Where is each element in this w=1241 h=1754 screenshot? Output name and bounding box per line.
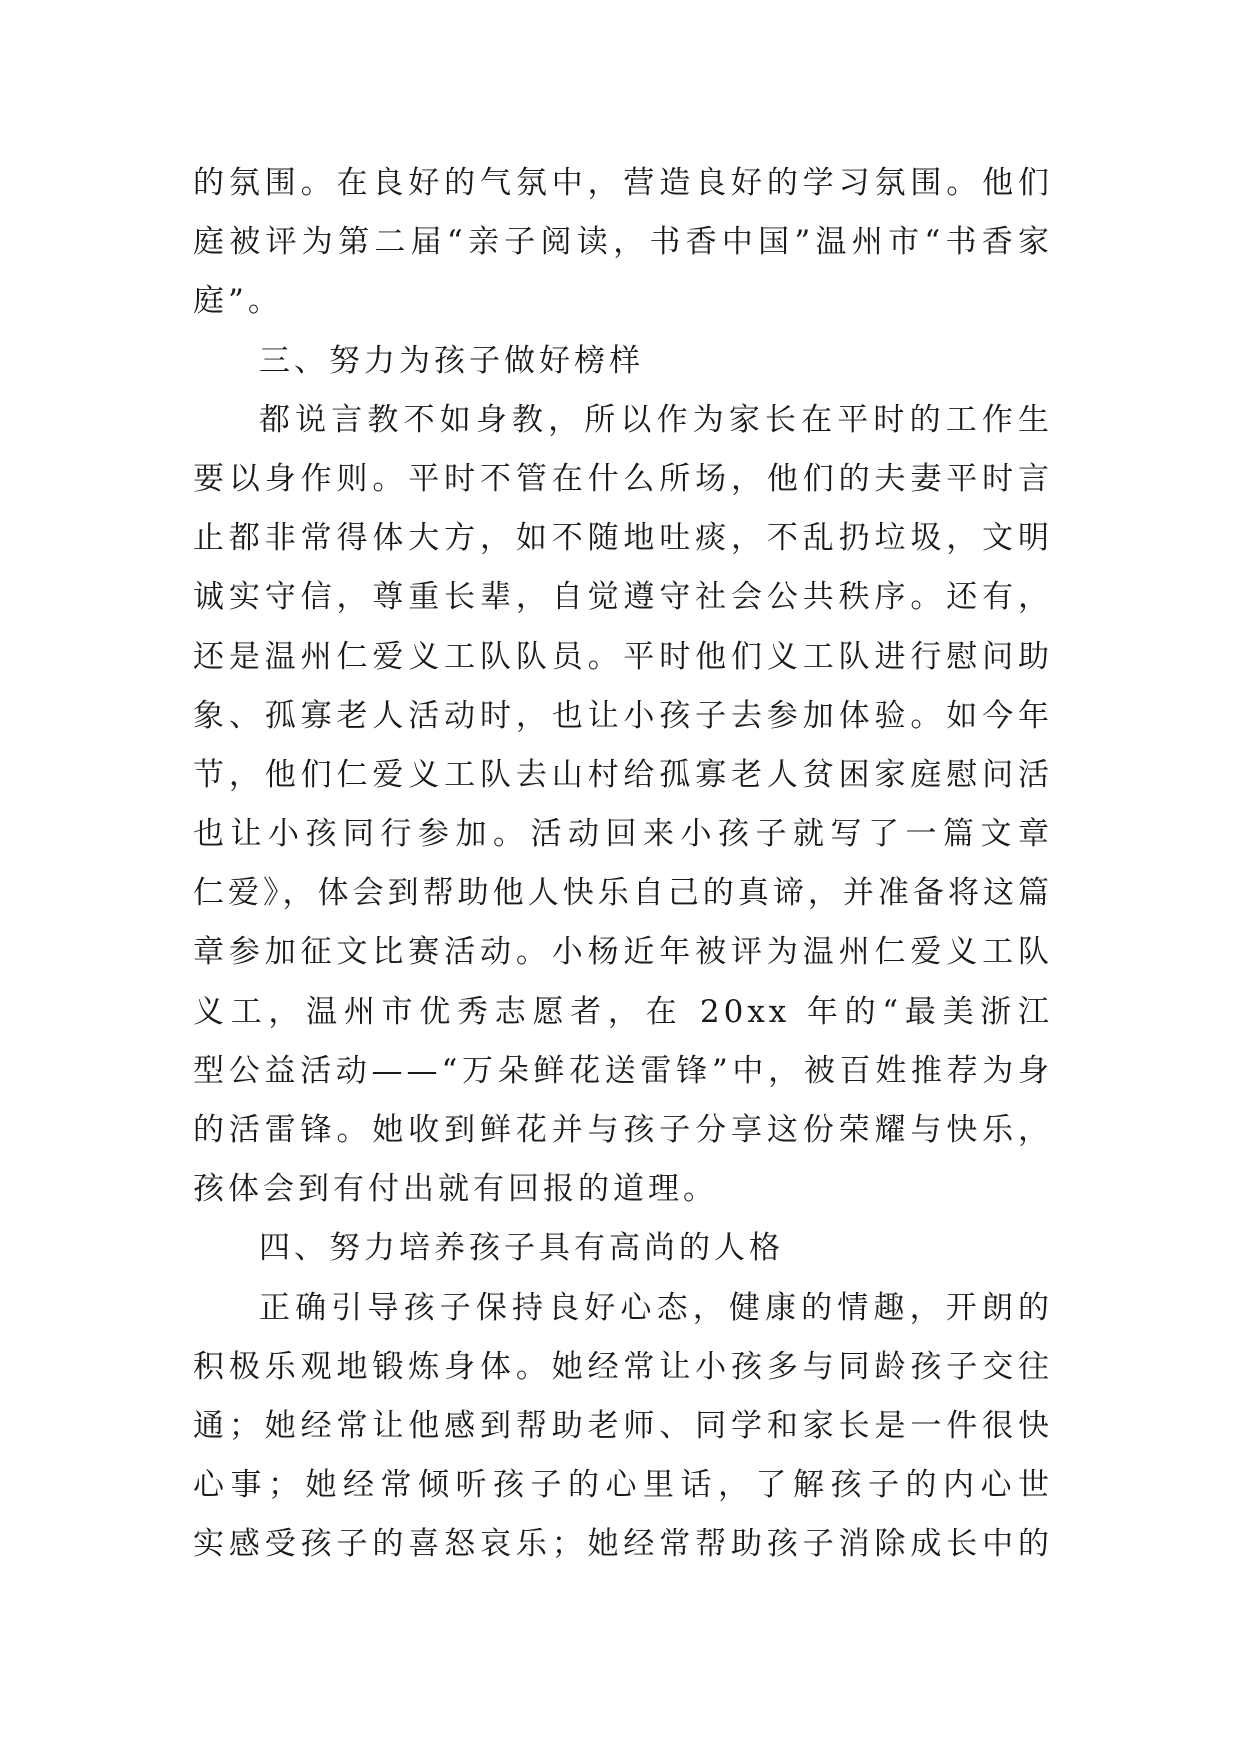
section-heading: 四、努力培养孩子具有高尚的人格 <box>259 1230 784 1267</box>
text-line: 的活雷锋。她收到鲜花并与孩子分享这份荣耀与快乐， <box>193 1112 1053 1148</box>
document-body-text <box>193 154 1053 1575</box>
text-line: 孩体会到有付出就有回报的道理。 <box>193 1171 718 1208</box>
text-line: 型公益活动——“万朵鲜花送雷锋”中，被百姓推荐为身 <box>193 1052 1053 1089</box>
text-line: 象、孤寡老人活动时，也让小孩子去参加体验。如今年 <box>193 697 1053 734</box>
text-line: 还是温州仁爱义工队队员。平时他们义工队进行慰问助 <box>193 638 1053 675</box>
text-line: 节，他们仁爱义工队去山村给孤寡老人贫困家庭慰问活 <box>193 756 1053 793</box>
text-line: 实感受孩子的喜怒哀乐；她经常帮助孩子消除成长中的 <box>193 1526 1053 1563</box>
text-line: 的氛围。在良好的气氛中，营造良好的学习氛围。他们 <box>193 165 1053 201</box>
text-line: 章参加征文比赛活动。小杨近年被评为温州仁爱义工队 <box>193 934 1053 971</box>
text-line: 都说言教不如身教，所以作为家长在平时的工作生 <box>259 401 1053 438</box>
text-line: 心事；她经常倾听孩子的心里话，了解孩子的内心世 <box>193 1467 1053 1504</box>
text-line: 通；她经常让他感到帮助老师、同学和家长是一件很快 <box>193 1407 1053 1444</box>
text-line: 义工，温州市优秀志愿者，在 20xx 年的“最美浙江 <box>193 993 1053 1030</box>
section-heading: 三、努力为孩子做好榜样 <box>259 342 644 379</box>
text-line: 庭被评为第二届“亲子阅读，书香中国”温州市“书香家 <box>193 224 1053 261</box>
text-line: 止都非常得体大方，如不随地吐痰，不乱扔垃圾，文明 <box>193 520 1053 557</box>
text-line: 仁爱》，体会到帮助他人快乐自己的真谛，并准备将这篇 <box>193 875 1053 912</box>
text-line: 也让小孩同行参加。活动回来小孩子就写了一篇文章 <box>193 816 1053 853</box>
text-line: 要以身作则。平时不管在什么所场，他们的夫妻平时言 <box>193 460 1053 497</box>
text-line: 正确引导孩子保持良好心态，健康的情趣，开朗的 <box>259 1289 1053 1326</box>
text-line: 诚实守信，尊重长辈，自觉遵守社会公共秩序。还有， <box>193 579 1053 616</box>
text-line: 积极乐观地锻炼身体。她经常让小孩多与同龄孩子交往 <box>193 1348 1053 1385</box>
text-line: 庭”。 <box>193 283 283 320</box>
